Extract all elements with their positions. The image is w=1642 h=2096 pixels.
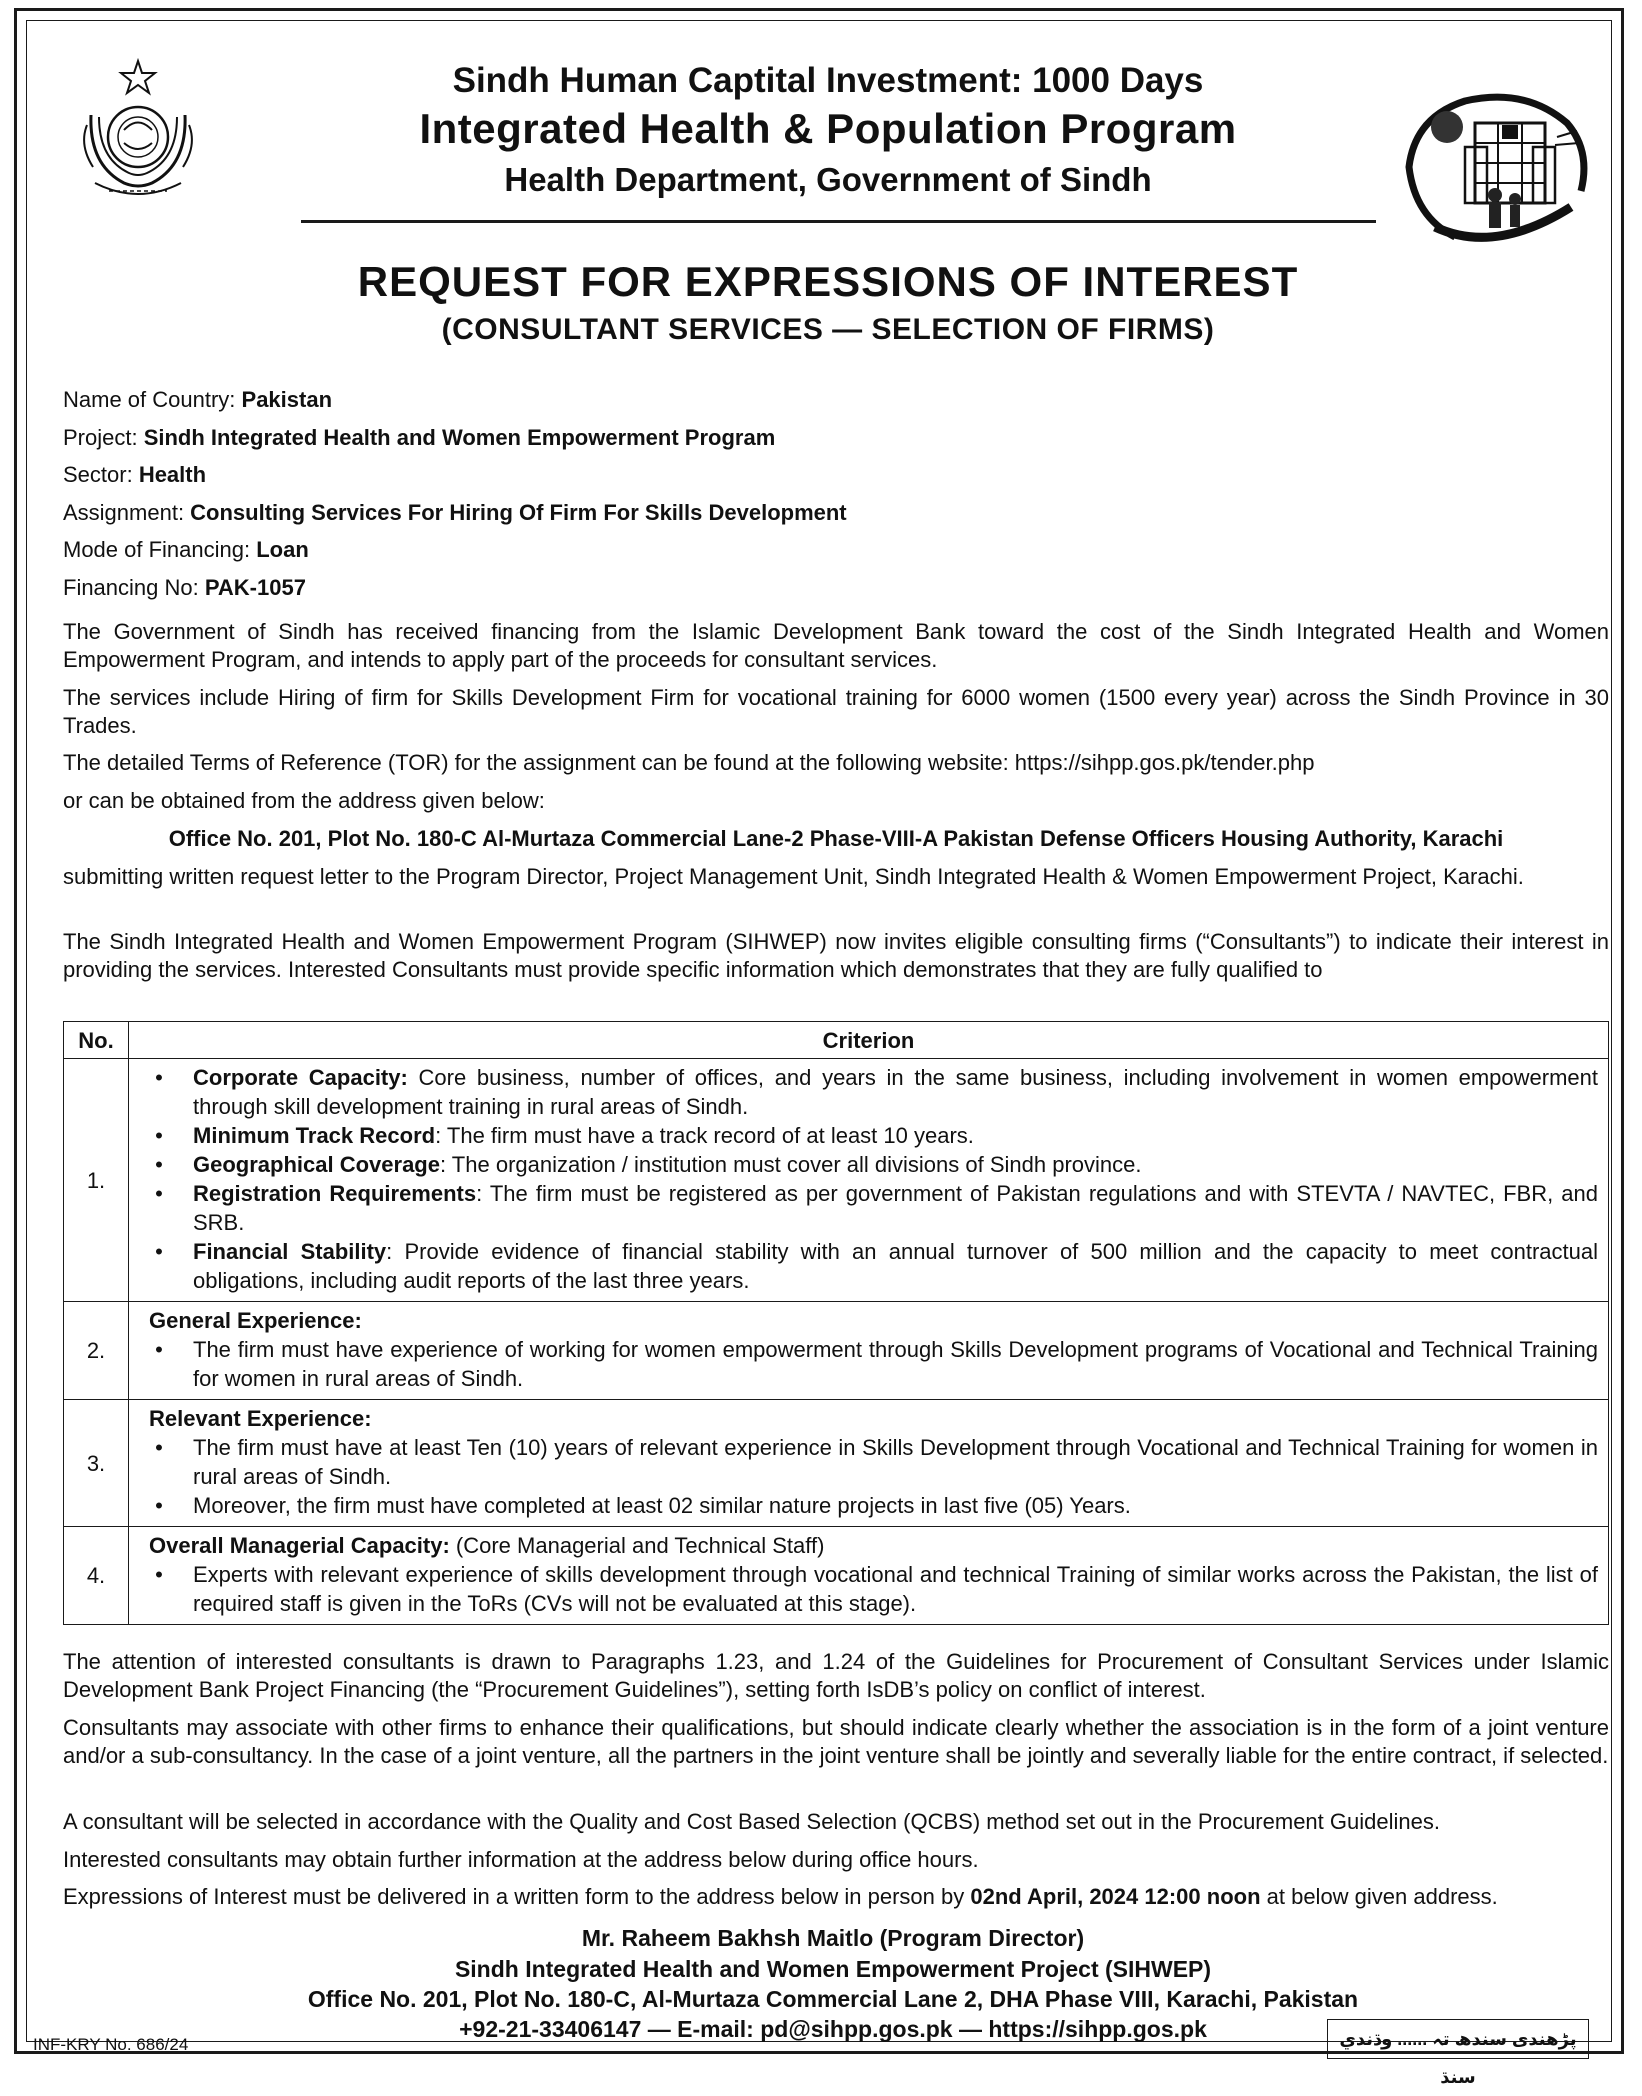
fact-country xyxy=(63,381,847,419)
office-address: Office No. 201, Plot No. 180-C Al-Murtaza Commercial Lane-2 Phase-VIII-A Pakistan Defense Officers Housing Authority, Karachi xyxy=(168,826,1504,851)
criterion-title xyxy=(149,1404,1598,1433)
criterion-heading: Registration Requirements xyxy=(193,1181,477,1206)
criterion-title-text: General Experience: xyxy=(149,1308,362,1333)
fact-value: PAK-1057 xyxy=(204,574,306,600)
criterion-title xyxy=(149,1306,1598,1335)
criterion-text: : The organization / institution must cover all divisions of Sindh province. xyxy=(439,1152,1142,1177)
criteria-table xyxy=(63,1021,1609,1625)
paragraph-obtain-address: or can be obtained from the address given below: xyxy=(63,788,545,813)
list-item: • The firm must have experience of working for women empowerment through Skills Development programs of Vocational and Technical Training for women in rural areas of Sindh. xyxy=(193,1335,1598,1393)
fact-sector xyxy=(63,456,847,494)
criterion-cell xyxy=(129,1527,1609,1625)
fact-value: Consulting Services For Hiring Of Firm For Skills Development xyxy=(190,499,847,525)
row-number: 4. xyxy=(64,1527,129,1625)
bullet-list xyxy=(149,1433,1598,1520)
paragraph-financing: The Government of Sindh has received financing from the Islamic Development Bank toward the cost of the Sindh Integrated Health and Women Empowerment Program, and intends to apply part of the proceeds for consultant services. xyxy=(63,619,1609,672)
criterion-text: : Provide evidence of financial stability with an annual turnover of 500 million and the capacity to meet contractual obligations, including audit reports of the last three years. xyxy=(193,1239,1598,1293)
list-item xyxy=(193,1179,1598,1237)
criterion-title xyxy=(149,1531,1598,1560)
header-rule xyxy=(301,220,1376,223)
row-number: 3. xyxy=(64,1400,129,1527)
table-row xyxy=(64,1400,1609,1527)
fact-label: Sector: xyxy=(63,462,139,487)
table-row xyxy=(64,1527,1609,1625)
program-building-family-logo-icon xyxy=(1395,87,1595,247)
fact-value: Loan xyxy=(256,537,309,562)
criterion-heading: Minimum Track Record xyxy=(193,1123,436,1148)
footer-address: Office No. 201, Plot No. 180-C, Al-Murtaza Commercial Lane 2, DHA Phase VIII, Karachi, Pakistan xyxy=(307,1986,1359,2012)
row-number: 1. xyxy=(64,1059,129,1302)
criterion-cell xyxy=(129,1302,1609,1400)
criterion-heading: Corporate Capacity: xyxy=(193,1065,408,1090)
paragraph-selection-method: A consultant will be selected in accordance with the Quality and Cost Based Selection (QCBS) method set out in the Procurement Guidelines. xyxy=(63,1809,1440,1834)
deadline-text-end: at below given address. xyxy=(1260,1884,1498,1909)
list-item xyxy=(193,1150,1598,1179)
table-row xyxy=(64,1302,1609,1400)
table-row xyxy=(64,1059,1609,1302)
paragraph-joint-venture: Consultants may associate with other firms to enhance their qualifications, but should indicate clearly whether the association is in the form of a joint venture and/or a sub-consultancy. In the case of a joint venture, all the partners in the joint venture shall be jointly and severally liable for the entire contract, if selected. xyxy=(63,1715,1609,1768)
notice-subtitle: (CONSULTANT SERVICES — SELECTION OF FIRMS) xyxy=(441,313,1215,346)
criterion-heading: Financial Stability xyxy=(193,1239,387,1264)
column-header-no: No. xyxy=(64,1022,129,1059)
list-item: • Experts with relevant experience of skills development through vocational and technical Training of similar works across the Pakistan, the list of required staff is given in the ToRs (CVs will not be evaluated at this stage). xyxy=(193,1560,1598,1618)
paragraph-request-letter: submitting written request letter to the Program Director, Project Management Unit, Sindh Integrated Health & Women Empowerment Project, Karachi. xyxy=(63,864,1524,889)
paragraph-services: The services include Hiring of firm for Skills Development Firm for vocational training for 6000 women (1500 every year) across the Sindh Province in 30 Trades. xyxy=(63,685,1609,738)
list-item: • The firm must have at least Ten (10) years of relevant experience in Skills Development through Vocational and Technical Training for women in rural areas of Sindh. xyxy=(193,1433,1598,1491)
advertisement-page xyxy=(14,8,1624,2087)
list-item: • Moreover, the firm must have completed at least 02 similar nature projects in last five (05) Years. xyxy=(193,1491,1598,1520)
header-program-line: Sindh Human Captital Investment: 1000 Days xyxy=(452,61,1204,100)
fact-label: Name of Country: xyxy=(63,387,242,412)
fact-financing-mode xyxy=(63,531,847,569)
fact-label: Assignment: xyxy=(63,499,191,525)
fact-project xyxy=(63,419,847,457)
fact-value: Pakistan xyxy=(241,387,333,412)
criterion-title-text: Overall Managerial Capacity: xyxy=(149,1533,450,1558)
assignment-facts xyxy=(63,381,847,606)
fact-label: Financing No: xyxy=(63,574,205,600)
paragraph-invitation: The Sindh Integrated Health and Women Empowerment Program (SIHWEP) now invites eligible consulting firms (“Consultants”) to indicate their interest in providing the services. Interested Consultants must provide specific information which demonstrates that they are fully qualified to xyxy=(63,929,1609,982)
footer-contact-details: +92-21-33406147 — E-mail: pd@sihpp.gos.pk — https://sihpp.gos.pk xyxy=(459,2016,1207,2042)
paragraph-deadline xyxy=(63,1883,1609,1911)
row-number: 2. xyxy=(64,1302,129,1400)
bullet-list xyxy=(149,1560,1598,1618)
paragraph-tor-website: The detailed Terms of Reference (TOR) for the assignment can be found at the following website: https://sihpp.gos.pk/tender.php xyxy=(63,750,1315,775)
list-item xyxy=(193,1121,1598,1150)
fact-label: Mode of Financing: xyxy=(63,537,257,562)
deadline-text: Expressions of Interest must be delivered in a written form to the address below in person by xyxy=(63,1884,971,1909)
list-item xyxy=(193,1237,1598,1295)
criterion-cell xyxy=(129,1059,1609,1302)
content xyxy=(53,21,1609,2042)
footer-organization: Sindh Integrated Health and Women Empowerment Project (SIHWEP) xyxy=(454,1956,1212,1982)
notice-title: REQUEST FOR EXPRESSIONS OF INTEREST xyxy=(357,258,1299,305)
criterion-text: : The firm must have a track record of at least 10 years. xyxy=(435,1123,974,1148)
fact-label: Project: xyxy=(63,424,144,450)
bullet-list xyxy=(149,1063,1598,1295)
criterion-title-text: Relevant Experience: xyxy=(149,1406,372,1431)
paragraph-conflict-of-interest: The attention of interested consultants is drawn to Paragraphs 1.23, and 1.24 of the Guidelines for Procurement of Consultant Services under Islamic Development Bank Project Financing (the “Procurement Guidelines”), setting forth IsDB’s policy on conflict of interest. xyxy=(63,1649,1609,1702)
criterion-heading: Geographical Coverage xyxy=(193,1152,440,1177)
criterion-title-note: (Core Managerial and Technical Staff) xyxy=(449,1533,825,1558)
urdu-slogan: پڑھندی سندھ تہ ...... وڌندي سنڌ xyxy=(1327,2019,1589,2059)
header xyxy=(53,21,1603,346)
header-title: Integrated Health & Population Program xyxy=(419,105,1237,152)
criterion-text: : The firm must be registered as per government of Pakistan regulations and with STEVTA / NAVTEC, FBR, and SRB. xyxy=(193,1181,1598,1235)
header-department: Health Department, Government of Sindh xyxy=(504,161,1152,198)
fact-financing-no xyxy=(63,569,847,607)
fact-assignment xyxy=(63,494,847,532)
fact-value: Sindh Integrated Health and Women Empowerment Program xyxy=(143,424,776,450)
fact-value: Health xyxy=(138,462,207,487)
criterion-text: Core business, number of offices, and years in the same business, including involvement in women empowerment through skill development training in rural areas of Sindh. xyxy=(193,1065,1598,1119)
table-header-row xyxy=(64,1022,1609,1059)
criterion-cell xyxy=(129,1400,1609,1527)
inf-number: INF-KRY No. 686/24 xyxy=(33,2035,189,2054)
column-header-criterion: Criterion xyxy=(129,1022,1609,1059)
list-item xyxy=(193,1063,1598,1121)
paragraph-office-hours: Interested consultants may obtain further information at the address below during office hours. xyxy=(63,1847,979,1872)
government-of-sindh-crest-icon xyxy=(69,55,207,203)
bullet-list xyxy=(149,1335,1598,1393)
inner-border xyxy=(26,20,1612,2087)
deadline-date: 02nd April, 2024 12:00 noon xyxy=(970,1884,1261,1909)
footer-contact-name: Mr. Raheem Bakhsh Maitlo (Program Director) xyxy=(581,1925,1085,1951)
